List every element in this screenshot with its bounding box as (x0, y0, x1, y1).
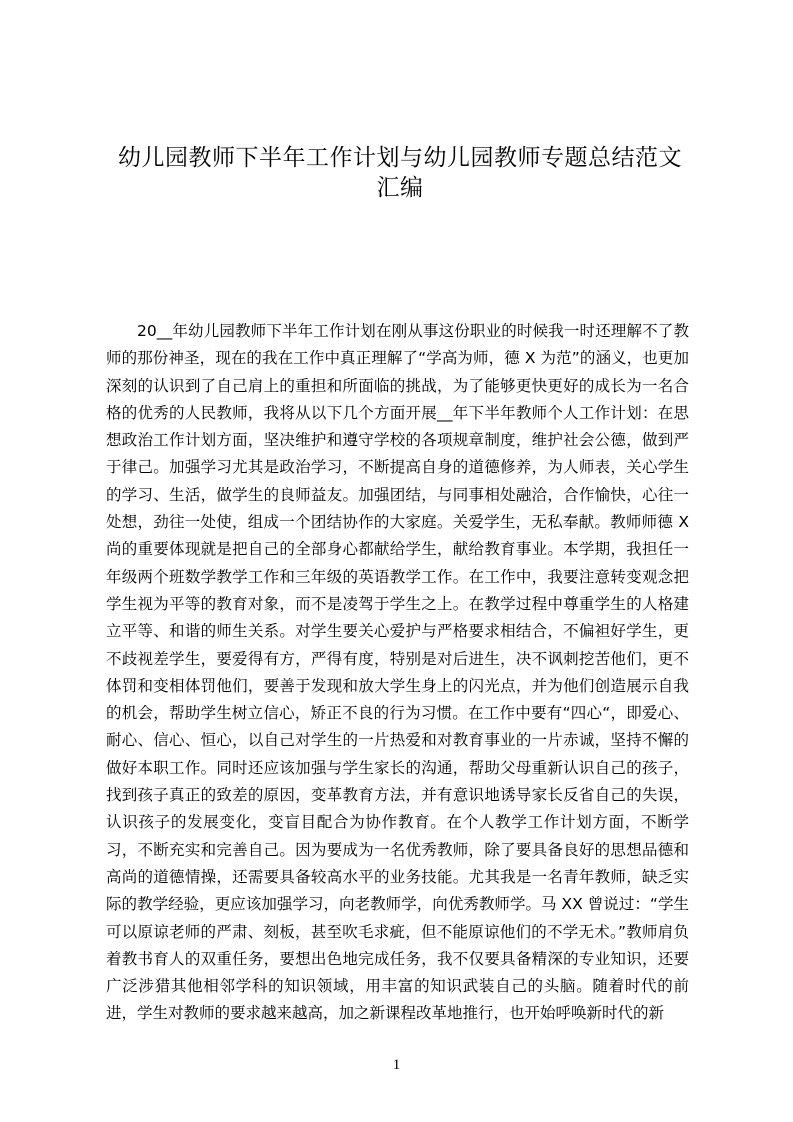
page-number: 1 (392, 1057, 401, 1073)
title-line-2: 汇编 (376, 175, 424, 201)
title-line-1: 幼儿园教师下半年工作计划与幼儿园教师专题总结范文 (118, 145, 682, 171)
body-paragraph: 20__年幼儿园教师下半年工作计划在刚从事这份职业的时候我一时还理解不了教师的那份神圣，现在的我在工作中真正理解了“学高为师，德 X 为范”的涵义，也更加深刻的认识到了自己肩上的重担和所面临的挑战，为了能够更快更好的成长为一名合格的优秀的人民教师，我将从以下几个方面开展__年下半年教师个人工作计划：在思想政治工作计划方面，坚决维护和遵守学校的各项规章制度，维护社会公德，做到严于律己。加强学习尤其是政治学习，不断提高自身的道德修养，为人师表，关心学生的学习、生活，做学生的良师益友。加强团结，与同事相处融洽，合作愉快，心往一处想，劲往一处使，组成一个团结协作的大家庭。关爱学生，无私奉献。教师师德 X 尚的重要体现就是把自己的全部身心都献给学生，献给教育事业。本学期，我担任一年级两个班数学教学工作和三年级的英语教学工作。在工作中，我要注意转变观念把学生视为平等的教育对象，而不是凌驾于学生之上。在教学过程中尊重学生的人格建立平等、和谐的师生关系。对学生要关心爱护与严格要求相结合，不偏袒好学生，更不歧视差学生，要爱得有方，严得有度，特别是对后进生，决不讽刺挖苦他们，更不体罚和变相体罚他们，要善于发现和放大学生身上的闪光点，并为他们创造展示自我的机会，帮助学生树立信心，矫正不良的行为习惯。在工作中要有“四心“，即爱心、耐心、信心、恒心，以自己对学生的一片热爱和对教育事业的一片赤诚，坚持不懈的做好本职工作。同时还应该加强与学生家长的沟通，帮助父母重新认识自己的孩子，找到孩子真正的致差的原因，变革教育方法，并有意识地诱导家长反省自己的失误，认识孩子的发展变化，变盲目配合为协作教育。在个人教学工作计划方面，不断学习，不断充实和完善自己。因为要成为一名优秀教师，除了要具备良好的思想品德和高尚的道德情操，还需要具备较高水平的业务技能。尤其我是一名青年教师，缺乏实际的教学经验，更应该加强学习，向老教师学，向优秀教师学。马 XX 曾说过：“学生可以原谅老师的严肃、刻板，甚至吹毛求疵，但不能原谅他们的不学无术。”教师肩负着教书育人的双重任务，要想出色地完成任务，我不仅要具备精深的专业知识，还要广泛涉猎其他相邻学科的知识领域，用丰富的知识武装自己的头脑。随着时代的前进，学生对教师的要求越来越高，加之新课程改革地推行，也开始呼唤新时代的新 (106, 322, 689, 1023)
document-title (100, 143, 700, 203)
